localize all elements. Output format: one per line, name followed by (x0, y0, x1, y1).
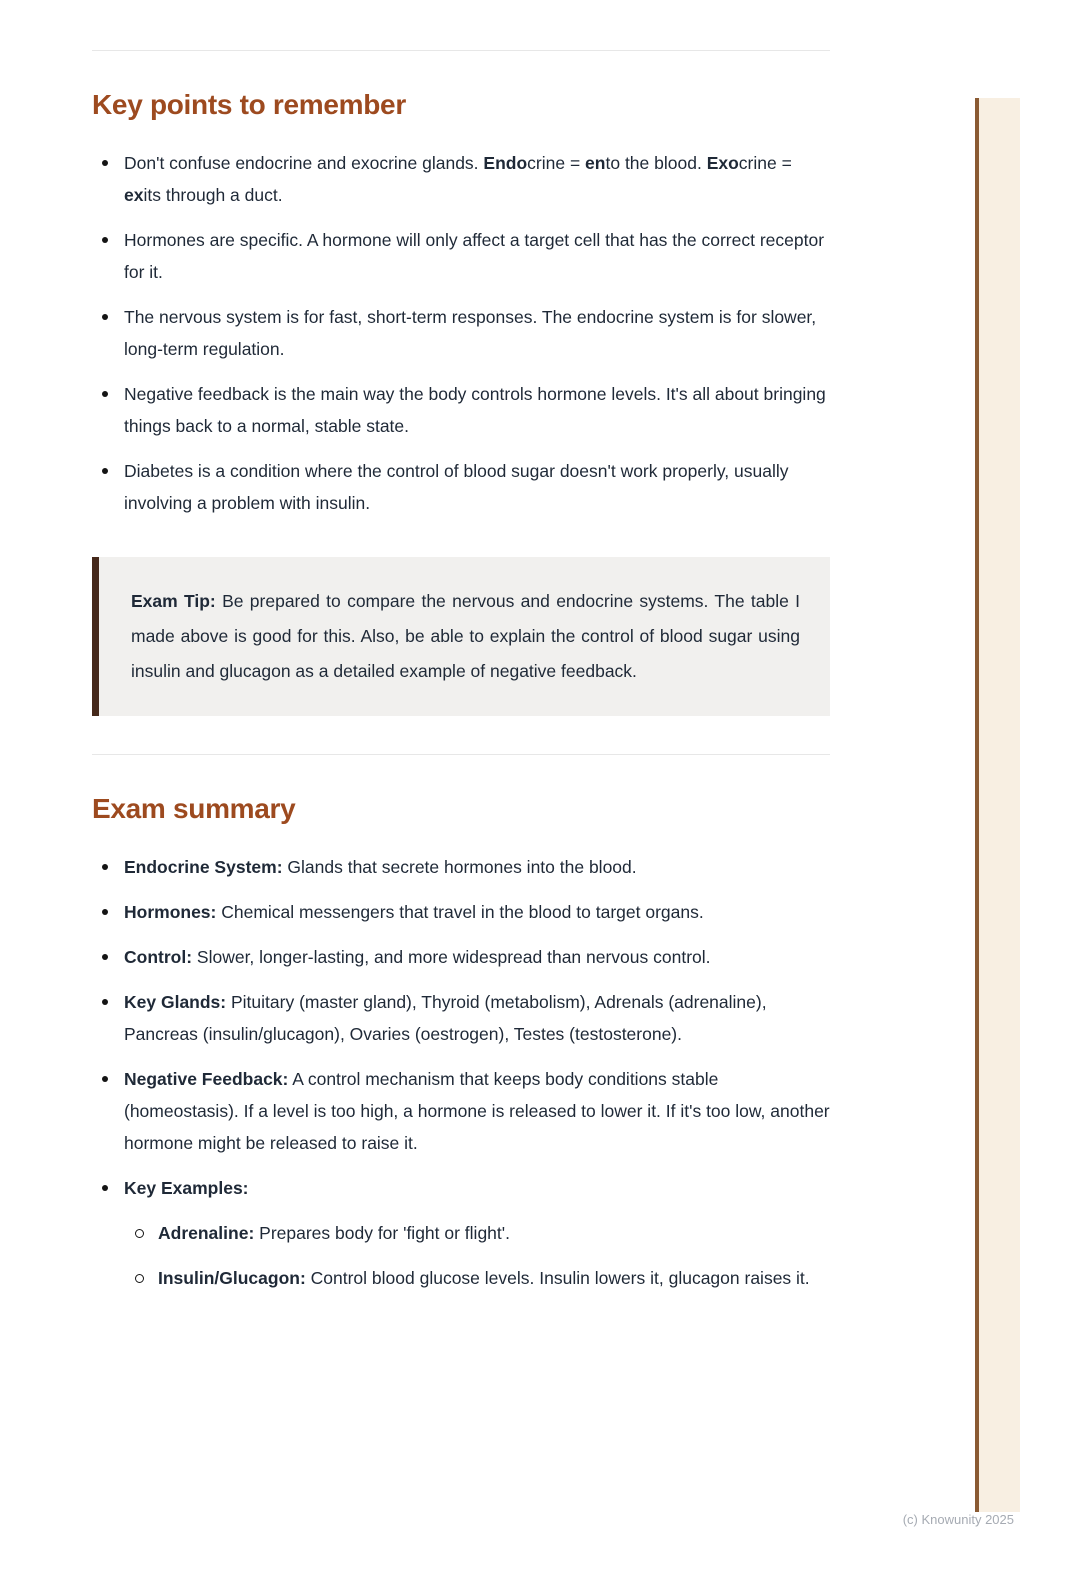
bold-text: Adrenaline: (158, 1223, 255, 1243)
document-content (92, 50, 830, 1294)
list-item (92, 224, 830, 288)
section-divider (92, 754, 830, 755)
bold-text: ex (124, 185, 144, 205)
list-item (92, 941, 830, 973)
sub-list-item (124, 1217, 830, 1249)
text: Control blood glucose levels. Insulin lowers it, glucagon raises it. (305, 1268, 810, 1288)
bold-text: Negative Feedback: (124, 1069, 289, 1089)
bold-text: en (585, 153, 606, 173)
text: crine = (738, 153, 792, 173)
section-divider (92, 50, 830, 51)
key-points-list (92, 147, 830, 519)
text: Chemical messengers that travel in the blood to target organs. (216, 902, 704, 922)
sub-list-item (124, 1262, 830, 1294)
text: Prepares body for 'fight or flight'. (254, 1223, 510, 1243)
footer-copyright: (c) Knowunity 2025 (902, 1512, 1014, 1527)
text: to the blood. (605, 153, 707, 173)
text: Be prepared to compare the nervous and endocrine systems. The table I made above is good for this. Also, be able to explain the control of blood sugar using insulin and glucagon as a detailed example of negative feedback. (131, 591, 800, 681)
text: The nervous system is for fast, short-term responses. The endocrine system is for slower, long-term regulation. (124, 307, 817, 359)
sub-list (124, 1217, 830, 1294)
bold-text: Endo (483, 153, 528, 173)
text: Slower, longer-lasting, and more widespread than nervous control. (192, 947, 711, 967)
bold-text: Hormones: (124, 902, 217, 922)
text: its through a duct. (143, 185, 283, 205)
bold-text: Insulin/Glucagon: (158, 1268, 306, 1288)
list-item (92, 378, 830, 442)
section-title-key-points: Key points to remember (92, 89, 406, 120)
text: A control mechanism that keeps body conditions stable (homeostasis). If a level is too high, a hormone is released to lower it. If it's too low, another hormone might be released to raise it. (124, 1069, 830, 1153)
list-item (92, 1172, 830, 1294)
bold-text: Exo (706, 153, 739, 173)
text: Diabetes is a condition where the control of blood sugar doesn't work properly, usually involving a problem with insulin. (124, 461, 789, 513)
text: crine = (527, 153, 586, 173)
bold-text: Key Examples: (124, 1178, 249, 1198)
bold-text: Endocrine System: (124, 857, 283, 877)
list-item (92, 301, 830, 365)
text: Hormones are specific. A hormone will only affect a target cell that has the correct receptor for it. (124, 230, 825, 282)
side-strip-decoration (975, 98, 1020, 1512)
list-item (92, 851, 830, 883)
list-item (92, 455, 830, 519)
bold-text: Exam Tip: (131, 591, 216, 611)
text: Pituitary (master gland), Thyroid (metabolism), Adrenals (adrenaline), Pancreas (insulin/glucagon), Ovaries (oestrogen), Testes (testosterone). (124, 992, 767, 1044)
text: Don't confuse endocrine and exocrine glands. (124, 153, 484, 173)
list-item (92, 1063, 830, 1159)
text: Glands that secrete hormones into the blood. (282, 857, 637, 877)
list-item (92, 986, 830, 1050)
bold-text: Control: (124, 947, 193, 967)
exam-tip-text (131, 584, 800, 689)
text: Negative feedback is the main way the body controls hormone levels. It's all about bringing things back to a normal, stable state. (124, 384, 826, 436)
exam-tip-callout (92, 557, 830, 716)
list-item (92, 147, 830, 211)
list-item (92, 896, 830, 928)
bold-text: Key Glands: (124, 992, 227, 1012)
section-title-exam-summary: Exam summary (92, 793, 296, 824)
exam-summary-list (92, 851, 830, 1294)
